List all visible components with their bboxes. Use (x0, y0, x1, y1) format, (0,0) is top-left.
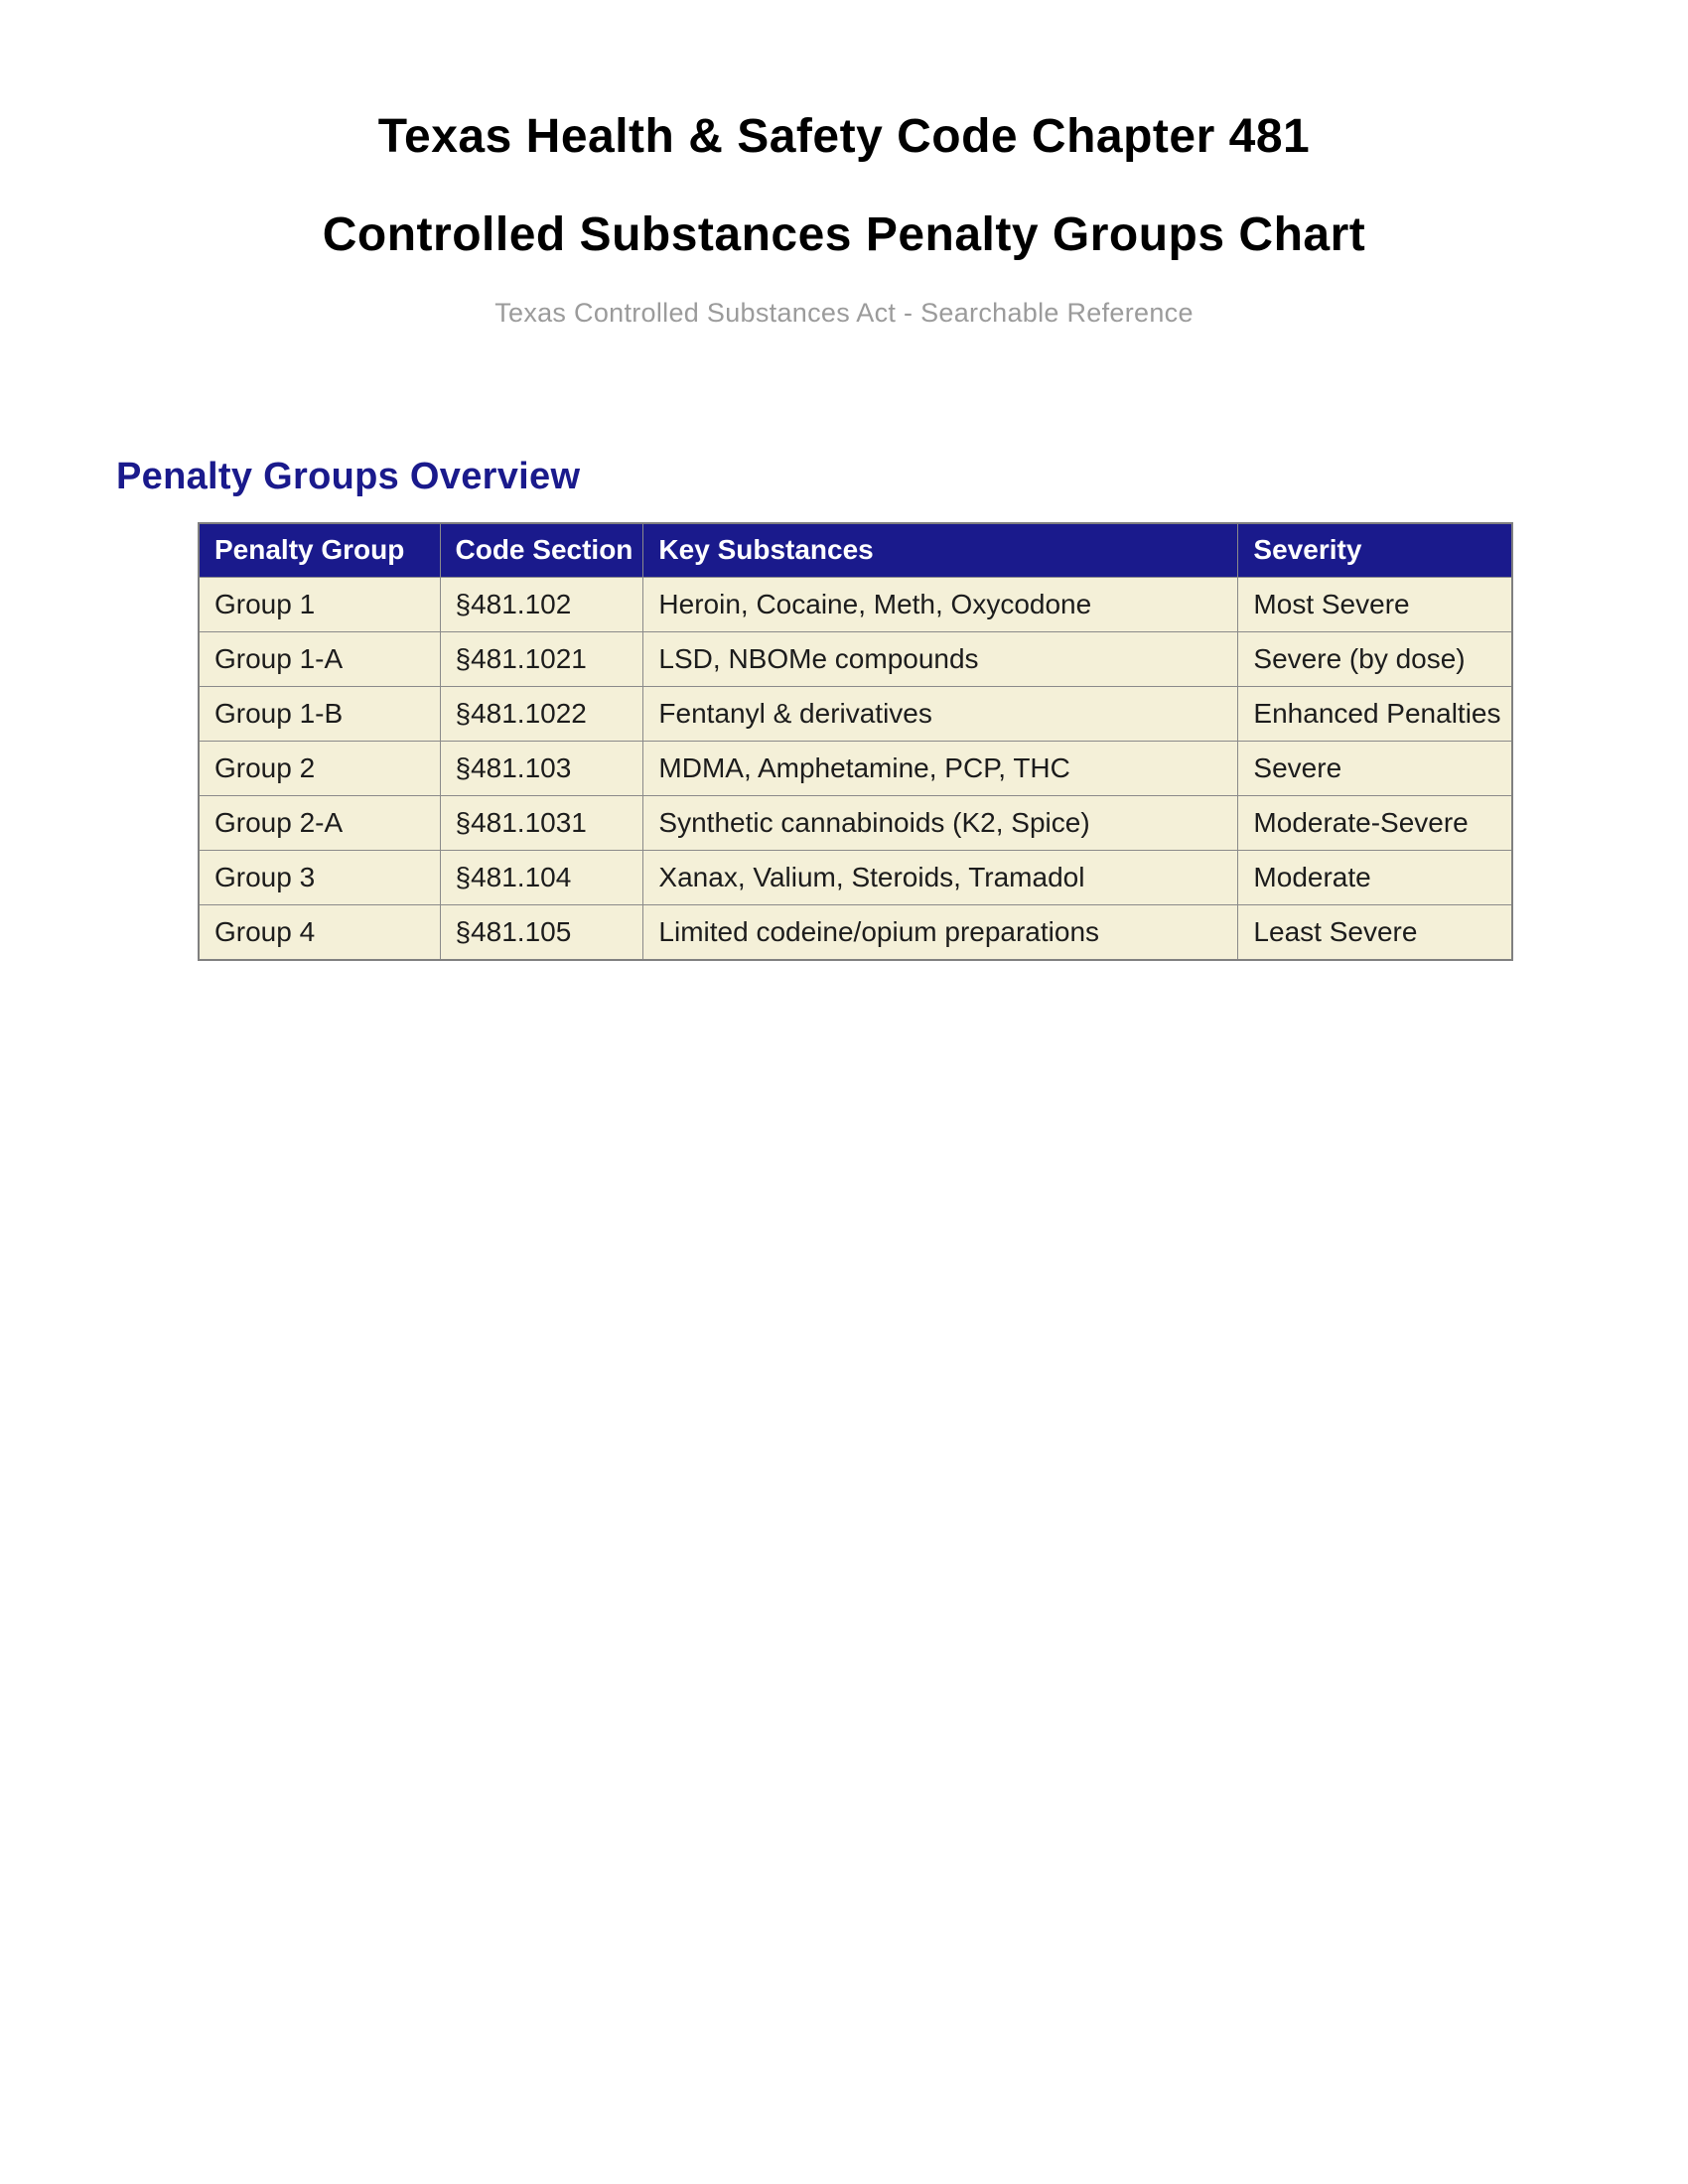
column-header-penalty-group: Penalty Group (199, 523, 440, 578)
cell-severity: Moderate-Severe (1238, 796, 1512, 851)
table-row (199, 851, 1512, 905)
cell-group: Group 1-A (199, 632, 440, 687)
cell-code: §481.1022 (440, 687, 643, 742)
cell-code: §481.1031 (440, 796, 643, 851)
penalty-groups-table (198, 522, 1513, 961)
cell-group: Group 4 (199, 905, 440, 960)
column-header-severity: Severity (1238, 523, 1512, 578)
cell-code: §481.104 (440, 851, 643, 905)
cell-group: Group 2 (199, 742, 440, 796)
cell-severity: Severe (1238, 742, 1512, 796)
cell-severity: Enhanced Penalties (1238, 687, 1512, 742)
column-header-code-section: Code Section (440, 523, 643, 578)
section-heading-penalty-groups-overview: Penalty Groups Overview (116, 455, 581, 497)
cell-code: §481.1021 (440, 632, 643, 687)
table-header-row (199, 523, 1512, 578)
document-title-line1: Texas Health & Safety Code Chapter 481 (377, 110, 1311, 163)
table-row (199, 632, 1512, 687)
table-body (199, 578, 1512, 960)
cell-group: Group 2-A (199, 796, 440, 851)
cell-substances: Heroin, Cocaine, Meth, Oxycodone (643, 578, 1238, 632)
cell-substances: Synthetic cannabinoids (K2, Spice) (643, 796, 1238, 851)
cell-substances: LSD, NBOMe compounds (643, 632, 1238, 687)
cell-substances: MDMA, Amphetamine, PCP, THC (643, 742, 1238, 796)
cell-severity: Severe (by dose) (1238, 632, 1512, 687)
table-row (199, 742, 1512, 796)
column-header-key-substances: Key Substances (643, 523, 1238, 578)
document-title-line2: Controlled Substances Penalty Groups Chart (322, 207, 1366, 261)
cell-severity: Least Severe (1238, 905, 1512, 960)
table-row (199, 687, 1512, 742)
table-row (199, 578, 1512, 632)
title-block (0, 0, 1688, 329)
table-row (199, 796, 1512, 851)
cell-code: §481.105 (440, 905, 643, 960)
cell-group: Group 1 (199, 578, 440, 632)
cell-group: Group 1-B (199, 687, 440, 742)
cell-substances: Xanax, Valium, Steroids, Tramadol (643, 851, 1238, 905)
table-row (199, 905, 1512, 960)
cell-code: §481.103 (440, 742, 643, 796)
cell-substances: Fentanyl & derivatives (643, 687, 1238, 742)
document-subtitle: Texas Controlled Substances Act - Searchable Reference (494, 297, 1194, 328)
cell-severity: Most Severe (1238, 578, 1512, 632)
cell-severity: Moderate (1238, 851, 1512, 905)
cell-group: Group 3 (199, 851, 440, 905)
cell-substances: Limited codeine/opium preparations (643, 905, 1238, 960)
cell-code: §481.102 (440, 578, 643, 632)
